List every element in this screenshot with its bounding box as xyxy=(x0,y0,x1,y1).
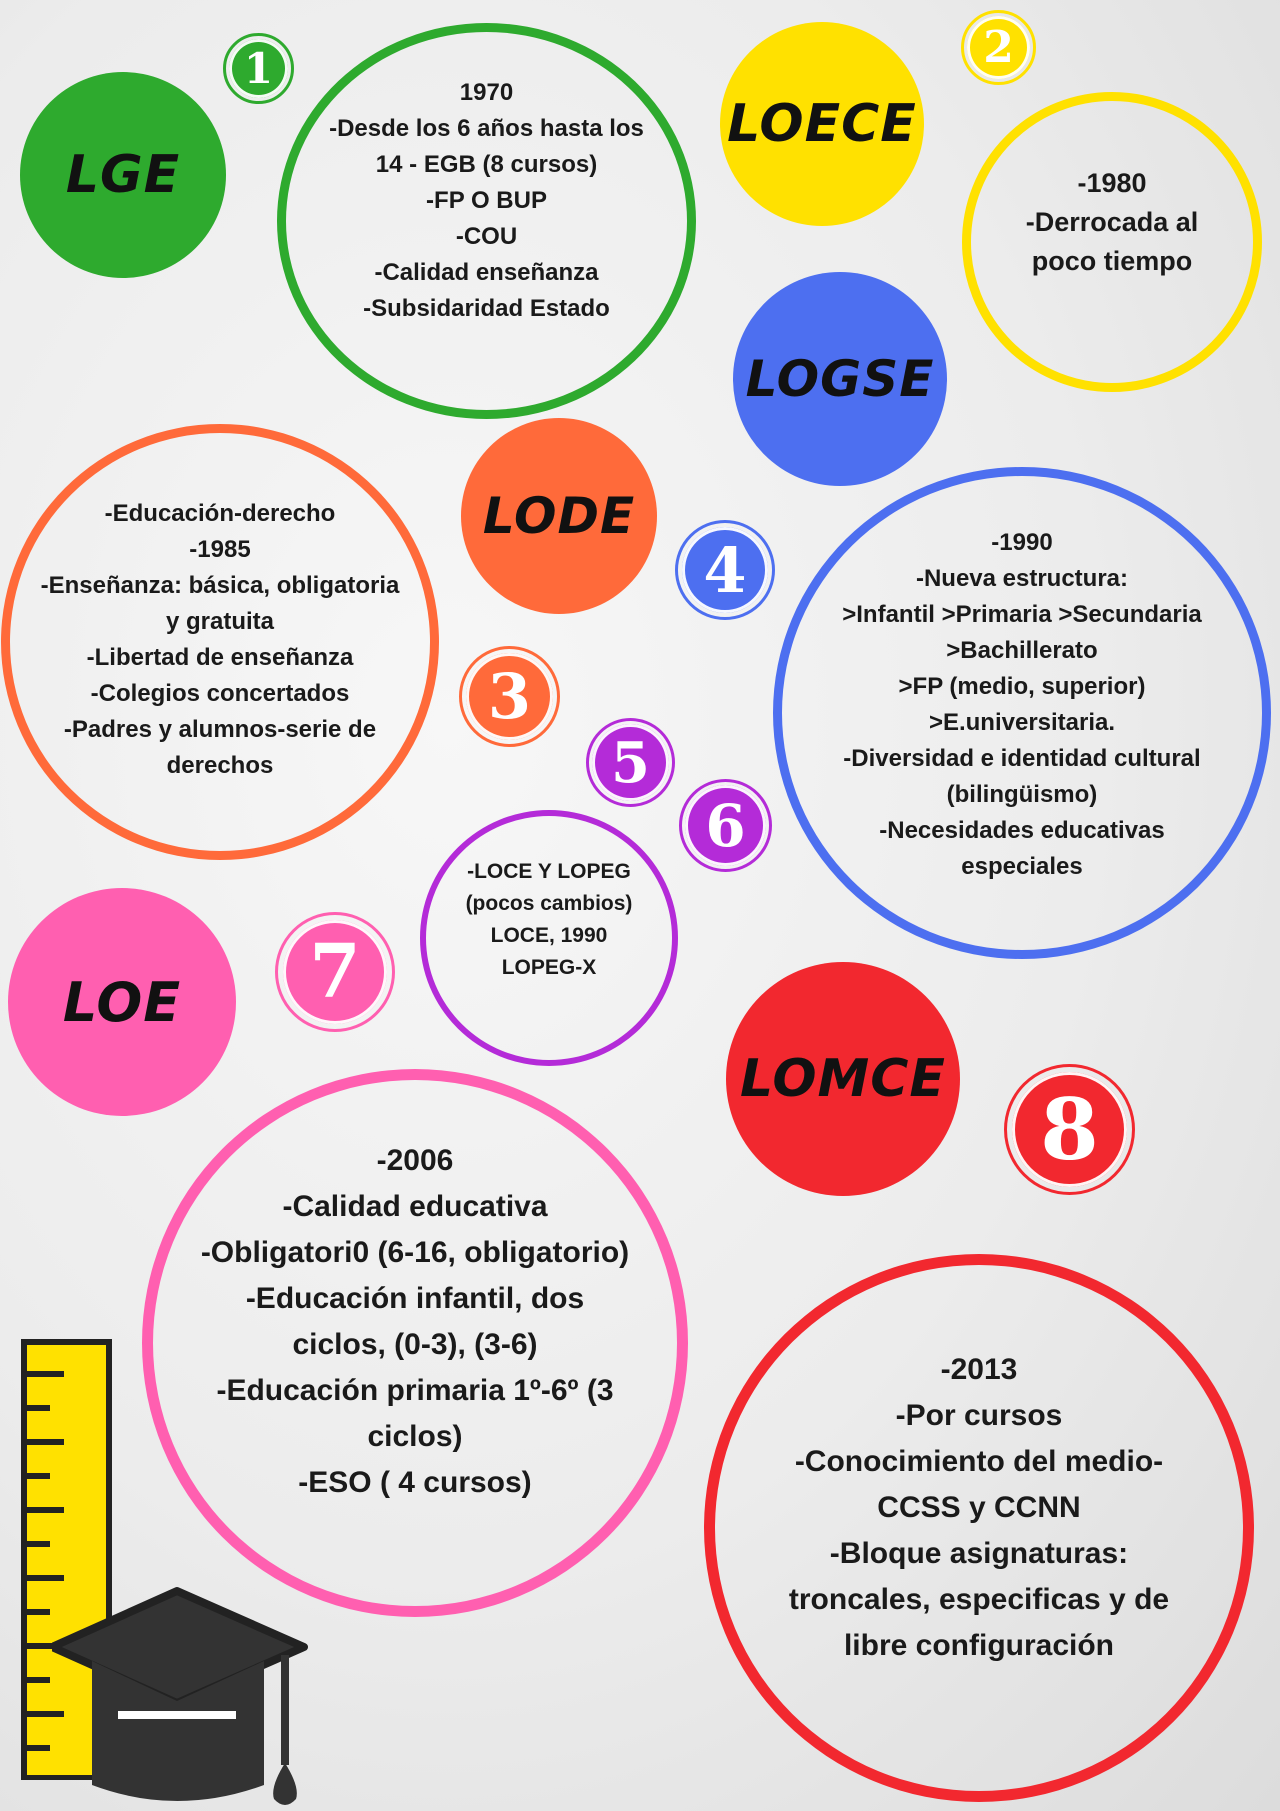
detail-ring-lode xyxy=(1,424,439,860)
law-label-logse: LOGSE xyxy=(745,350,935,408)
number-label-1: 1 xyxy=(243,44,274,93)
number-badge-2 xyxy=(967,16,1030,79)
number-label-8: 8 xyxy=(1040,1080,1099,1179)
law-label-loece: LOECE xyxy=(727,94,917,154)
number-badge-8 xyxy=(1012,1072,1127,1187)
detail-text-loece: -1980 -Derrocada al poco tiempo xyxy=(1025,167,1199,276)
law-label-lge: LGE xyxy=(65,145,181,205)
number-label-6: 6 xyxy=(705,791,746,860)
number-label-3: 3 xyxy=(487,660,532,733)
number-label-2: 2 xyxy=(983,22,1014,73)
number-badge-4 xyxy=(682,527,768,613)
law-disc-logse xyxy=(733,272,947,486)
number-label-5: 5 xyxy=(611,729,650,796)
detail-text-loce: -LOCE Y LOPEG (pocos cambios) LOCE, 1990 LOPEG-X xyxy=(465,860,633,979)
detail-ring-lge xyxy=(277,23,696,419)
number-label-4: 4 xyxy=(703,533,747,607)
number-badge-1 xyxy=(229,39,288,98)
law-disc-loece xyxy=(720,22,924,226)
detail-text-logse: -1990 -Nueva estructura: >Infantil >Primaria >Secundaria >Bachillerato >FP (medio, superior) >E.universitaria. -Diversidad e identidad cultural (bilingüismo) -Necesidades educativas especiales xyxy=(842,529,1202,880)
law-disc-loe xyxy=(8,888,236,1116)
detail-ring-logse xyxy=(773,467,1271,959)
detail-text-loe: -2006 -Calidad educativa -Obligatori0 (6-16, obligatorio) -Educación infantil, dos ciclos, (0-3), (3-6) -Educación primaria 1º-6º (3 ciclos) -ESO ( 4 cursos) xyxy=(200,1144,630,1499)
detail-text-lode: -Educación-derecho -1985 -Enseñanza: básica, obligatoria y gratuita -Libertad de enseñanza -Colegios concertados -Padres y alumnos-serie de derechos xyxy=(40,500,400,779)
detail-ring-loece xyxy=(962,92,1262,392)
law-disc-lomce xyxy=(726,962,960,1196)
number-label-7: 7 xyxy=(309,929,361,1015)
detail-ring-loce xyxy=(420,810,678,1066)
number-badge-3 xyxy=(466,653,553,740)
detail-text-lge: 1970 -Desde los 6 años hasta los 14 - EGB (8 cursos) -FP O BUP -COU -Calidad enseñanza -Subsidaridad Estado xyxy=(329,79,644,322)
law-label-lode: LODE xyxy=(482,487,636,545)
graduation-cap-icon xyxy=(52,1585,322,1811)
number-badge-7 xyxy=(283,920,387,1024)
law-disc-lode xyxy=(461,418,657,614)
number-badge-6 xyxy=(685,785,766,866)
detail-ring-lomce xyxy=(704,1254,1254,1802)
law-label-lomce: LOMCE xyxy=(740,1049,946,1109)
detail-text-lomce: -2013 -Por cursos -Conocimiento del medio- CCSS y CCNN -Bloque asignaturas: troncales, especificas y de libre configuración xyxy=(788,1353,1170,1662)
detail-ring-loe xyxy=(142,1069,688,1617)
law-disc-lge xyxy=(20,72,226,278)
law-label-loe: LOE xyxy=(62,970,182,1034)
number-badge-5 xyxy=(592,724,669,801)
